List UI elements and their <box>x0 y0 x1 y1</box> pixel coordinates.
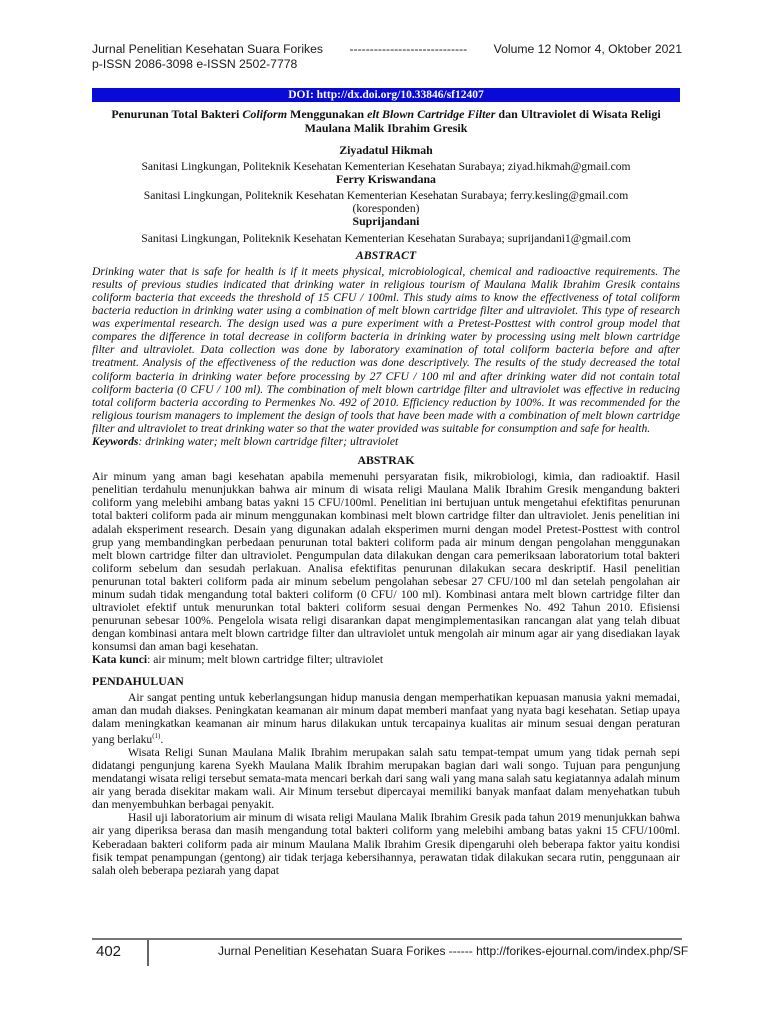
corresponding-note: (koresponden) <box>352 202 420 216</box>
article-body <box>92 107 680 877</box>
intro-paragraph-3: Hasil uji laboratorium air minum di wisata religi Maulana Malik Ibrahim Gresik pada tahun 2019 menunjukkan bahwa air yang diperiksa berasa dan masih mengandung total bakteri coliform yang melebihi ambang batas yakni 15 CFU/100ml. Keberadaan bakteri coliform pada air minum Maulana Malik Ibrahim Gresik dipengaruhi oleh beberapa faktor yaitu kondisi fisik tempat penampungan (gentong) air tidak terjaga kebersihannya, perawatan tidak dilakukan secara rutin, penggunaan air salah oleh beberapa peziarah yang dapat <box>92 811 680 877</box>
keywords-label: Keywords <box>92 434 139 448</box>
author-name: Ziyadatul Hikmah <box>339 143 433 157</box>
journal-name: Jurnal Penelitian Kesehatan Suara Forikes <box>92 42 324 56</box>
keywords-line <box>92 435 680 448</box>
article-title <box>92 107 680 135</box>
title-text: dan Ultraviolet di Wisata Religi Maulana Malik Ibrahim Gresik <box>304 107 661 135</box>
doi-banner[interactable]: DOI: http://dx.doi.org/10.33846/sf12407 <box>92 88 680 102</box>
footer-divider <box>147 940 149 966</box>
title-text: Penurunan Total Bakteri <box>111 107 243 121</box>
title-text: Menggunakan <box>287 107 368 121</box>
abstract-text: Drinking water that is safe for health is if it meets physical, microbiological, chemical and radioactive requirements. The results of previous studies indicated that drinking water in religious tourism of Maulana Malik Ibrahim Gresik contains coliform bacteria that exceeds the threshold of 15 CFU / 100ml. This study aims to know the effectiveness of total coliform bacteria reduction in drinking water using a combination of melt blown cartridge filter and ultraviolet. This type of research was experimental research. The design used was a pure experiment with a Pretest-Posttest with control group model that compares the difference in total decrease in coliform bacteria in drinking water by processing using melt blown cartridge filter and ultraviolet. Data collection was done by laboratory examination of total coliform bacteria before and after treatment. Analysis of the effectiveness of the reduction was done descriptively. The results of the study decreased the total coliform bacteria in drinking water before processing by 27 CFU / 100 ml and after drinking water did not contain total coliform bacteria (0 CFU / 100 ml). The combination of melt blown cartridge filter and ultraviolet was effective in reducing total coliform bacteria according to Permenkes No. 492 of 2010. Efficiency reduction by 100%. It was recommended for the religious tourism managers to implement the design of tools that have been made with a combination of melt blown cartridge filter and ultraviolet to treat drinking water so that the water provided was suitable for consumption and safe for health. <box>92 264 680 435</box>
footer-journal-link[interactable]: Jurnal Penelitian Kesehatan Suara Forikes ------ http://forikes-ejournal.com/index.php/SF <box>218 944 689 958</box>
running-header <box>92 42 682 72</box>
kata-kunci-line <box>92 653 680 666</box>
citation-ref[interactable]: (1) <box>152 731 161 740</box>
header-separator: ----------------------------- <box>349 42 468 56</box>
author-name: Ferry Kriswandana <box>336 172 436 187</box>
title-italic: elt Blown Cartridge Filter <box>367 107 496 121</box>
issn-info: p-ISSN 2086-3098 e-ISSN 2502-7778 <box>92 57 298 71</box>
keywords-value: : drinking water; melt blown cartridge filter; ultraviolet <box>138 434 399 448</box>
intro-paragraph-1 <box>92 691 680 746</box>
footer-rule <box>92 938 682 940</box>
title-italic: Coliform <box>242 107 288 121</box>
volume-info: Volume 12 Nomor 4, Oktober 2021 <box>493 42 682 56</box>
abstrak-text: Air minum yang aman bagi kesehatan apabila memenuhi persyaratan fisik, mikrobiologi, kimia, dan radioaktif. Hasil penelitian terdahulu menunjukkan bahwa air minum di wisata religi Maulana Malik Ibrahim Gresik mengandung bakteri coliform yang melebihi ambang batas yakni 15 CFU/100ml. Penelitian ini bertujuan untuk mengetahui efektifitas penurunan total bakteri coliform pada air minum menggunakan kombinasi melt blown cartridge filter dan ultraviolet. Jenis penelitian ini adalah eksperiment research. Desain yang digunakan adalah eksperimen murni dengan model Pretest-Posttest with control grup yang membandingkan perbedaan penurunan total bakteri coliform pada air minum dengan pengolahan menggunakan melt blown cartridge filter dan ultraviolet. Pengumpulan data dilakukan dengan cara pemeriksaan laboratorium total bakteri coliform sebelum dan sesudah perlakuan. Analisa efektifitas penurunan dilakukan secara deskriptif. Hasil penelitian penurunan total bakteri coliform pada air minum sebelum pengolahan sebesar 27 CFU/100 ml dan setelah pengolahan air minum sudah tidak mengandung total bakteri coliform (0 CFU/ 100 ml). Kombinasi antara melt blown cartridge filter dan ultraviolet efektif untuk menurunkan total bakteri coliform sesuai dengan Permenkes No. 492 Tahun 2010. Efisiensi penurunan sebesar 100%. Pengelola wisata religi disarankan dapat mengimplementasikan rancangan alat yang telah dibuat dengan kombinasi antara melt blown cartridge filter dan ultraviolet untuk mengolah air minum agar air yang disediakan layak konsumsi dan aman bagi kesehatan. <box>92 470 680 654</box>
abstrak-heading: ABSTRAK <box>357 453 415 468</box>
section-heading-pendahuluan: PENDAHULUAN <box>92 673 184 688</box>
kata-kunci-value: : air minum; melt blown cartridge filter; ultraviolet <box>147 653 384 667</box>
author-affiliation: Sanitasi Lingkungan, Politeknik Kesehatan Kementerian Kesehatan Surabaya; suprijandani1@gmail.com <box>141 231 631 245</box>
kata-kunci-label: Kata kunci <box>92 653 148 667</box>
page-number: 402 <box>96 943 122 960</box>
author-name: Suprijandani <box>352 214 420 229</box>
author-affiliation: Sanitasi Lingkungan, Politeknik Kesehatan Kementerian Kesehatan Surabaya; ferry.kesling@gmail.com <box>143 189 629 203</box>
author-affiliation: Sanitasi Lingkungan, Politeknik Kesehatan Kementerian Kesehatan Surabaya; ziyad.hikmah@gmail.com <box>141 160 631 174</box>
intro-paragraph-2: Wisata Religi Sunan Maulana Malik Ibrahim merupakan salah satu tempat-tempat umum yang tidak pernah sepi didatangi pengunjung karena Syekh Maulana Malik Ibrahim merupakan bagian dari wali songo. Tujuan para pengunjung mendatangi wisata religi tersebut semata-mata mencari berkah dari sang wali yang mana salah satu kegiatannya adalah minum air yang berada disekitar makam wali. Air Minum tersebut dipercayai memiliki banyak manfaat dalam menyehatkan tubuh dan menyembuhkan berbagai penyakit. <box>92 745 680 812</box>
paragraph-text: . <box>160 732 164 746</box>
paragraph-text: Air sangat penting untuk keberlangsungan hidup manusia dengan memperhatikan kepuasan manusia yakni memadai, aman dan mudah diakses. Peningkatan keamanan air minum dapat memberi manfaat yang nyata bagi kesehatan. Setiap upaya dalam meningkatkan keamanan air minum harus dilakukan untuk tercapainya kualitas air minum sesuai dengan peraturan yang berlaku <box>92 690 680 746</box>
abstract-heading: ABSTRACT <box>355 247 417 262</box>
